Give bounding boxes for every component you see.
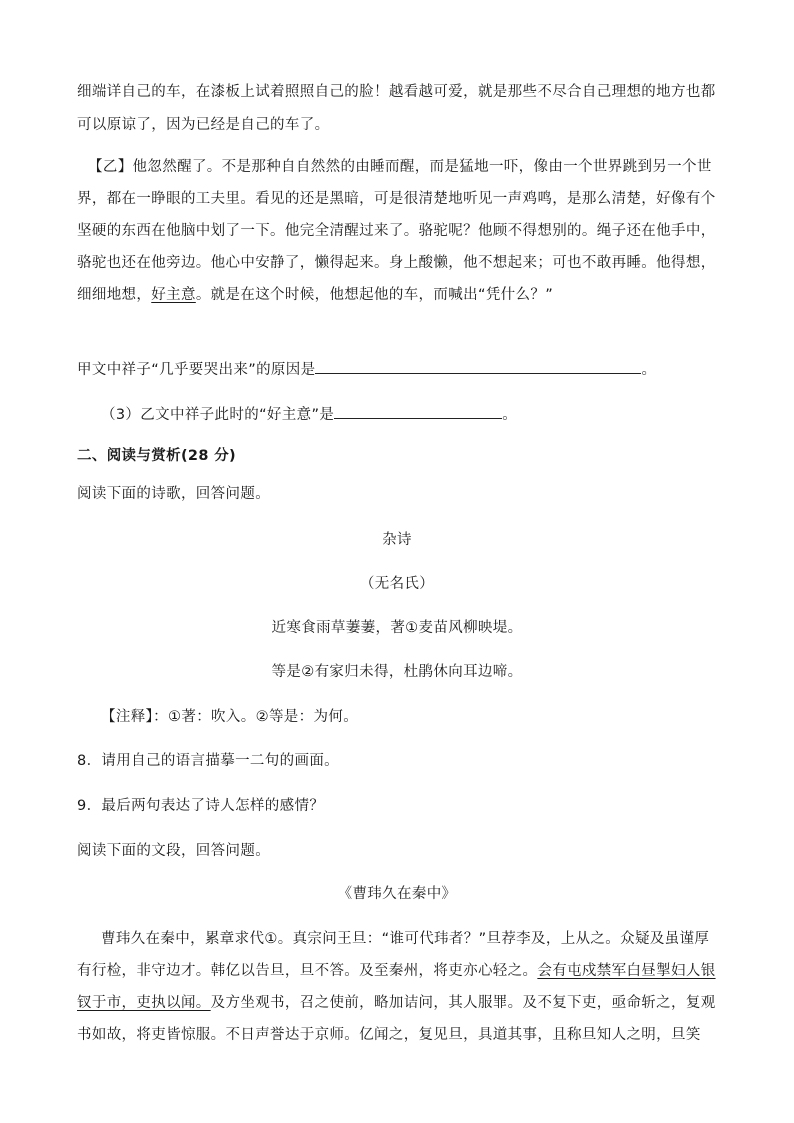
question-9: 9．最后两句表达了诗人怎样的感情？ bbox=[77, 798, 325, 814]
question-3 bbox=[101, 404, 517, 425]
question-text: （3）乙文中祥子此时的“好主意”是 bbox=[101, 407, 335, 423]
text-line: 可以原谅了，因为已经是自己的车了。 bbox=[77, 117, 330, 133]
underlined-sentence: 会有屯戍禁军白昼掣妇人银 bbox=[537, 963, 716, 979]
answer-blank[interactable] bbox=[315, 359, 641, 374]
section-intro: 阅读下面的诗歌，回答问题。 bbox=[77, 486, 271, 502]
text-line bbox=[77, 961, 716, 981]
text-span: 有行检，非守边才。韩亿以告旦，旦不答。及至秦州，将吏亦心轻之。 bbox=[77, 963, 538, 979]
passage-intro: 阅读下面的文段，回答问题。 bbox=[77, 843, 271, 859]
question-text: 甲文中祥子“几乎要哭出来”的原因是 bbox=[77, 362, 316, 378]
poem-line: 等是②有家归未得，杜鹃休向耳边啼。 bbox=[271, 664, 523, 680]
question-end: 。 bbox=[641, 362, 657, 378]
poem-title: 杂诗 bbox=[382, 532, 412, 548]
question-end: 。 bbox=[502, 407, 518, 423]
passage-title: 《曹玮久在秦中》 bbox=[337, 886, 457, 902]
poem-note: 【注释】：①著：吹入。②等是：为何。 bbox=[101, 709, 359, 725]
text-line bbox=[77, 993, 716, 1013]
text-line bbox=[77, 285, 553, 305]
underlined-sentence: 钗于市，吏执以闻。 bbox=[77, 995, 211, 1011]
text-line: 细端详自己的车，在漆板上试着照照自己的脸！越看越可爱，就是那些不尽合自己理想的地方也都 bbox=[77, 84, 716, 100]
text-line: 曹玮久在秦中，累章求代①。真宗问王旦：“谁可代玮者？”旦荐李及，上从之。众疑及虽谨厚 bbox=[101, 931, 710, 947]
underlined-phrase: 好主意 bbox=[151, 287, 196, 303]
section-heading: 二、阅读与赏析(28 分) bbox=[77, 448, 237, 464]
text-span: 及方坐观书，召之使前，略加诘问，其人服罪。及不复下吏，亟命斩之，复观 bbox=[210, 995, 716, 1011]
text-span: 细细地想， bbox=[77, 287, 152, 303]
text-line: 书如故，将吏皆惊服。不日声誉达于京师。亿闻之，复见旦，具道其事，且称旦知人之明，旦笑 bbox=[77, 1027, 701, 1043]
text-line: 【乙】他忽然醒了。不是那种自自然然的由睡而醒，而是猛地一吓，像由一个世界跳到另一个世 bbox=[88, 159, 712, 175]
answer-blank[interactable] bbox=[334, 404, 502, 419]
text-line: 坚硬的东西在他脑中划了一下。他完全清醒过来了。骆驼呢？他顾不得想别的。绳子还在他手中， bbox=[77, 223, 716, 239]
text-span: 。就是在这个时候，他想起他的车，而喊出“凭什么？” bbox=[195, 287, 554, 303]
poem-author: （无名氏） bbox=[359, 576, 435, 592]
question-8: 8．请用自己的语言描摹一二句的画面。 bbox=[77, 753, 340, 769]
text-line: 界，都在一睁眼的工夫里。看见的还是黑暗，可是很清楚地听见一声鸡鸣，是那么清楚，好像有个 bbox=[77, 191, 716, 207]
question-2 bbox=[77, 359, 656, 380]
text-line: 骆驼也还在他旁边。他心中安静了，懒得起来。身上酸懒，他不想起来；可也不敢再睡。他得想， bbox=[77, 255, 716, 271]
poem-line: 近寒食雨草萋萋，著①麦苗风柳映堤。 bbox=[271, 620, 523, 636]
